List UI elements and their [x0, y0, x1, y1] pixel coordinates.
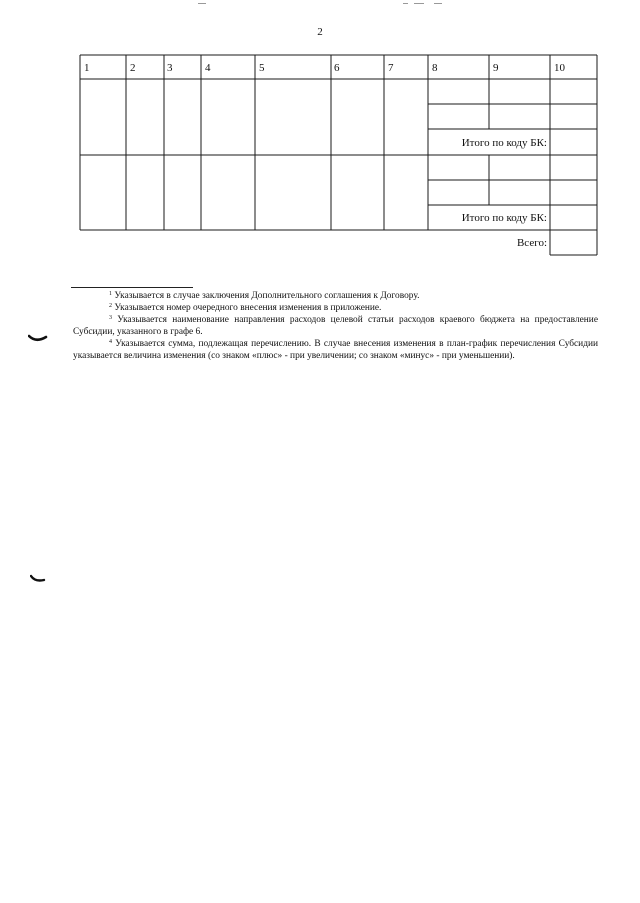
page-number: 2	[317, 26, 323, 38]
column-header: 3	[167, 62, 173, 74]
footnote-text: Указывается наименование направления расходов целевой статьи расходов краевого бюджета на предоставление Субсидии, указанного в графе 6.	[73, 315, 598, 337]
column-header: 5	[259, 62, 265, 74]
footnote-separator	[71, 287, 193, 288]
column-header: 2	[130, 62, 136, 74]
footnote-1	[73, 290, 598, 302]
hole-punch-mark	[30, 574, 46, 584]
footnote-text: Указывается номер очередного внесения изменения в приложение.	[114, 303, 382, 313]
total-label: Всего:	[516, 237, 547, 249]
column-header: 8	[432, 62, 438, 74]
footnote-2	[73, 302, 598, 314]
column-header: 9	[493, 62, 499, 74]
footnote-3	[73, 314, 598, 338]
column-header: 6	[334, 62, 340, 74]
hole-punch-mark	[28, 334, 48, 344]
scan-artifact	[414, 3, 424, 4]
footnote-mark: 4	[109, 339, 112, 345]
column-header: 1	[84, 62, 90, 74]
column-header: 10	[554, 62, 565, 74]
column-header: 4	[205, 62, 211, 74]
footnote-4	[73, 338, 598, 362]
footnote-text: Указывается в случае заключения Дополнительного соглашения к Договору.	[114, 291, 420, 301]
subtotal-label: Итого по коду БК:	[461, 137, 547, 149]
scan-artifact	[403, 3, 408, 4]
footnote-mark: 3	[109, 315, 112, 321]
footnote-mark: 1	[109, 291, 112, 297]
subtotal-label: Итого по коду БК:	[461, 212, 547, 224]
footnote-mark: 2	[109, 303, 112, 309]
column-header: 7	[388, 62, 394, 74]
scan-artifact	[434, 3, 442, 4]
footnote-text: Указывается сумма, подлежащая перечислению. В случае внесения изменения в план-график перечисления Субсидии указывается величина изменения (со знаком «плюс» - при увеличении; со знаком «минус» - при уменьшении).	[73, 339, 599, 361]
scan-artifact	[198, 3, 206, 4]
